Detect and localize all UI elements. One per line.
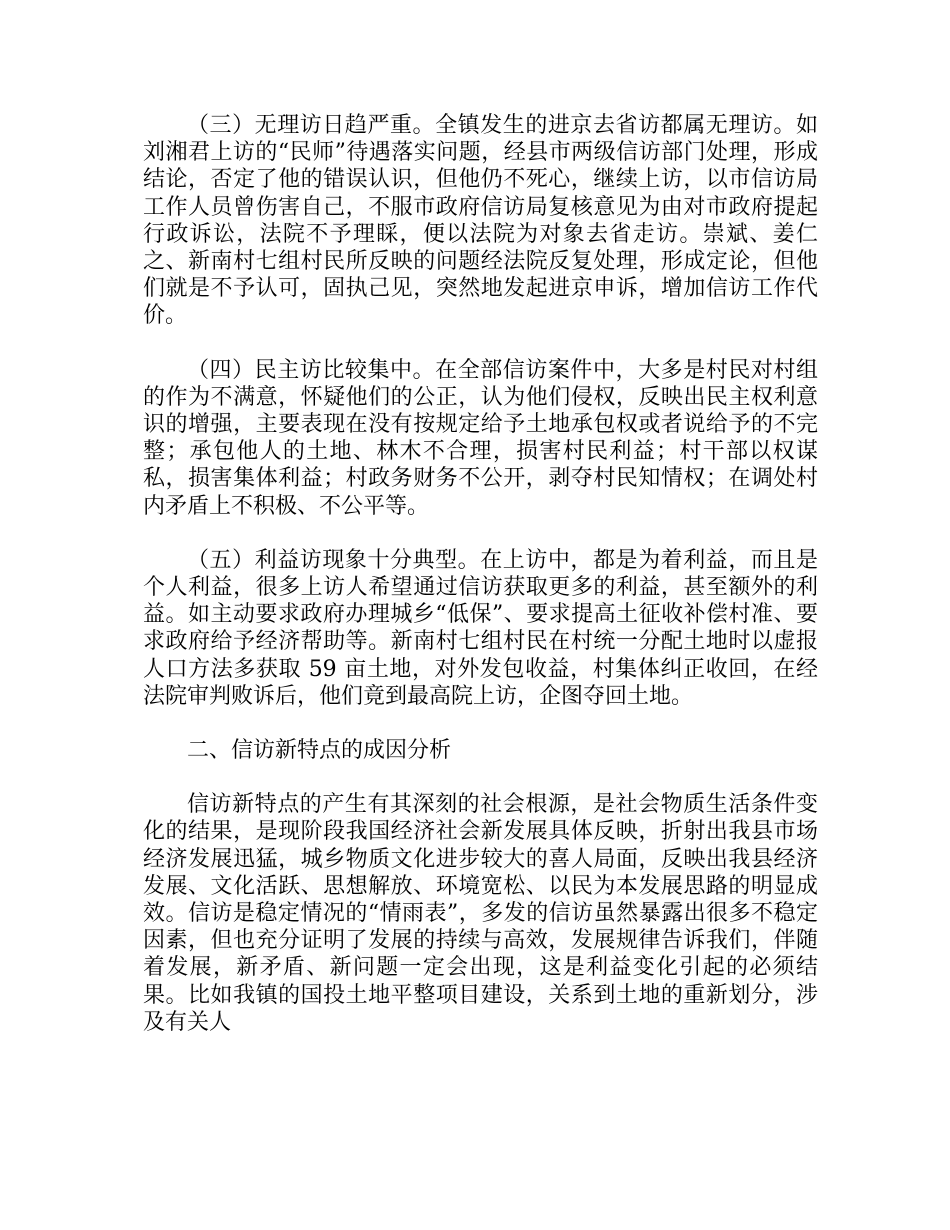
paragraph-unreasonable-petitions: （三）无理访日趋严重。全镇发生的进京去省访都属无理访。如刘湘君上访的“民师”待遇落实问题，经县市两级信访部门处理，形成结论，否定了他的错误认识，但他仍不死心，继续上访，以市信访局工作人员曾伤害自己，不服市政府信访局复核意见为由对市政府提起行政诉讼，法院不予理睬，便以法院为对象去省走访。崇斌、姜仁之、新南村七组村民所反映的问题经法院反复处理，形成定论，但他们就是不予认可，固执己见，突然地发起进京申诉，增加信访工作代价。 [143,113,818,329]
paragraph-democratic-petitions: （四）民主访比较集中。在全部信访案件中，大多是村民对村组的作为不满意，怀疑他们的公正，认为他们侵权，反映出民主权利意识的增强，主要表现在没有按规定给予土地承包权或者说给予的不完整；承包他人的土地、林木不合理，损害村民利益；村干部以权谋私，损害集体利益；村政务财务不公开，剥夺村民知情权；在调处村内矛盾上不积极、不公平等。 [143,357,818,519]
section-heading: 二、信访新特点的成因分析 [187,738,452,764]
paragraph-interest-petitions: （五）利益访现象十分典型。在上访中，都是为着利益，而且是个人利益，很多上访人希望通过信访获取更多的利益，甚至额外的利益。如主动要求政府办理城乡“低保”、要求提高土征收补偿村准、要求政府给予经济帮助等。新南村七组村民在村统一分配土地时以虚报人口方法多获取 59 亩土地，对外发包收益，村集体纠正收回，在经法院审判败诉后，他们竟到最高院上访，企图夺回土地。 [143,547,818,709]
paragraph-cause-analysis: 信访新特点的产生有其深刻的社会根源，是社会物质生活条件变化的结果，是现阶段我国经济社会新发展具体反映，折射出我县市场经济发展迅猛，城乡物质文化进步较大的喜人局面，反映出我县经济发展、文化活跃、思想解放、环境宽松、以民为本发展思路的明显成效。信访是稳定情况的“情雨表”，多发的信访虽然暴露出很多不稳定因素，但也充分证明了发展的持续与高效，发展规律告诉我们，伴随着发展，新矛盾、新问题一定会出现，这是利益变化引起的必须结果。比如我镇的国投土地平整项目建设，关系到土地的重新划分，涉及有关人 [143,792,818,1035]
document-body [143,112,818,1063]
